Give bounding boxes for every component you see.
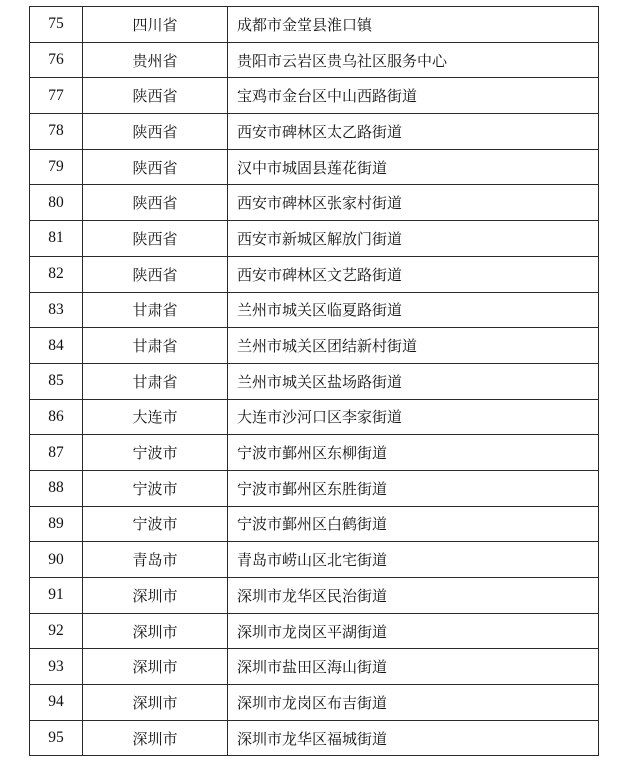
row-region: 甘肃省	[83, 363, 228, 399]
table-row	[30, 7, 599, 43]
row-number: 95	[30, 720, 83, 756]
row-number: 84	[30, 328, 83, 364]
row-unit: 青岛市崂山区北宅街道	[228, 542, 599, 578]
table-row	[30, 256, 599, 292]
row-region: 宁波市	[83, 470, 228, 506]
row-number: 81	[30, 221, 83, 257]
row-region: 四川省	[83, 7, 228, 43]
row-region: 深圳市	[83, 578, 228, 614]
row-region: 贵州省	[83, 42, 228, 78]
row-region: 陕西省	[83, 221, 228, 257]
table-row	[30, 78, 599, 114]
table-row	[30, 42, 599, 78]
row-number: 89	[30, 506, 83, 542]
row-region: 深圳市	[83, 613, 228, 649]
row-region: 陕西省	[83, 185, 228, 221]
row-number: 91	[30, 578, 83, 614]
row-region: 大连市	[83, 399, 228, 435]
table-row	[30, 114, 599, 150]
row-unit: 大连市沙河口区李家街道	[228, 399, 599, 435]
row-number: 90	[30, 542, 83, 578]
table-row	[30, 542, 599, 578]
row-unit: 兰州市城关区团结新村街道	[228, 328, 599, 364]
row-unit: 宁波市鄞州区东柳街道	[228, 435, 599, 471]
table-row	[30, 578, 599, 614]
table-row	[30, 435, 599, 471]
row-unit: 成都市金堂县淮口镇	[228, 7, 599, 43]
row-number: 83	[30, 292, 83, 328]
table-row	[30, 185, 599, 221]
row-number: 82	[30, 256, 83, 292]
table-row	[30, 149, 599, 185]
row-number: 92	[30, 613, 83, 649]
row-region: 陕西省	[83, 114, 228, 150]
row-number: 79	[30, 149, 83, 185]
table-row	[30, 649, 599, 685]
table-row	[30, 399, 599, 435]
row-region: 深圳市	[83, 720, 228, 756]
row-number: 88	[30, 470, 83, 506]
table-row	[30, 363, 599, 399]
row-region: 深圳市	[83, 649, 228, 685]
row-region: 陕西省	[83, 256, 228, 292]
row-unit: 西安市碑林区文艺路街道	[228, 256, 599, 292]
row-number: 78	[30, 114, 83, 150]
row-unit: 西安市新城区解放门街道	[228, 221, 599, 257]
table-row	[30, 685, 599, 721]
row-unit: 西安市碑林区张家村街道	[228, 185, 599, 221]
row-number: 75	[30, 7, 83, 43]
row-region: 宁波市	[83, 506, 228, 542]
table-body	[30, 7, 599, 756]
row-region: 宁波市	[83, 435, 228, 471]
document-table-container	[29, 6, 599, 756]
row-unit: 深圳市龙岗区平湖街道	[228, 613, 599, 649]
row-number: 76	[30, 42, 83, 78]
row-unit: 深圳市龙华区福城街道	[228, 720, 599, 756]
row-region: 青岛市	[83, 542, 228, 578]
table-row	[30, 292, 599, 328]
row-unit: 深圳市龙岗区布吉街道	[228, 685, 599, 721]
row-unit: 宁波市鄞州区东胜街道	[228, 470, 599, 506]
table-row	[30, 506, 599, 542]
table-row	[30, 470, 599, 506]
row-region: 甘肃省	[83, 328, 228, 364]
row-unit: 兰州市城关区盐场路街道	[228, 363, 599, 399]
row-region: 甘肃省	[83, 292, 228, 328]
row-unit: 汉中市城固县莲花街道	[228, 149, 599, 185]
row-region: 深圳市	[83, 685, 228, 721]
list-table	[29, 6, 599, 756]
row-unit: 贵阳市云岩区贵乌社区服务中心	[228, 42, 599, 78]
row-number: 80	[30, 185, 83, 221]
row-unit: 宝鸡市金台区中山西路街道	[228, 78, 599, 114]
row-number: 85	[30, 363, 83, 399]
row-number: 77	[30, 78, 83, 114]
row-unit: 西安市碑林区太乙路街道	[228, 114, 599, 150]
row-unit: 兰州市城关区临夏路街道	[228, 292, 599, 328]
table-row	[30, 613, 599, 649]
row-number: 94	[30, 685, 83, 721]
table-row	[30, 328, 599, 364]
row-number: 86	[30, 399, 83, 435]
row-region: 陕西省	[83, 149, 228, 185]
row-unit: 深圳市龙华区民治街道	[228, 578, 599, 614]
row-region: 陕西省	[83, 78, 228, 114]
row-unit: 宁波市鄞州区白鹤街道	[228, 506, 599, 542]
row-number: 93	[30, 649, 83, 685]
table-row	[30, 221, 599, 257]
row-unit: 深圳市盐田区海山街道	[228, 649, 599, 685]
table-row	[30, 720, 599, 756]
row-number: 87	[30, 435, 83, 471]
